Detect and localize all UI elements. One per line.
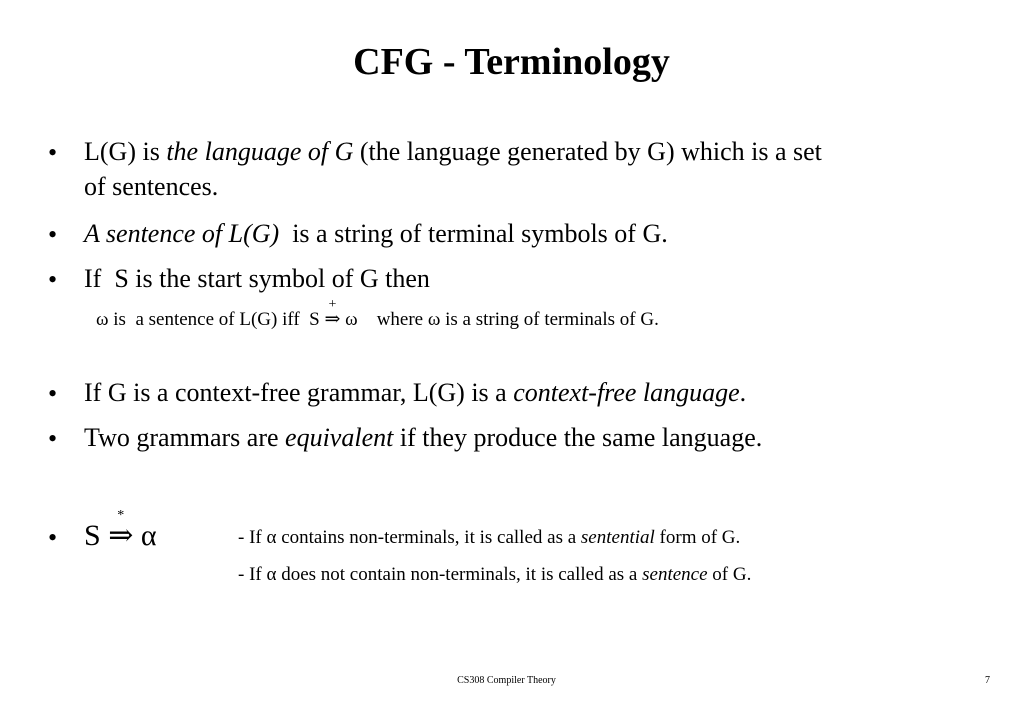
bullet-3-text: If S is the start symbol of G then (84, 264, 430, 293)
double-arrow-icon: ⇒ (324, 309, 341, 330)
bullet-marker: • (48, 523, 58, 552)
bullet-2-text (84, 219, 668, 249)
derivation-expression (84, 508, 157, 553)
text-span: is a string of terminal symbols of G. (279, 219, 668, 248)
double-arrow-icon: ⇒ (108, 519, 134, 552)
emphasis-text: the language of G (166, 137, 354, 166)
emphasis-text: equivalent (285, 423, 394, 452)
alpha-symbol: α (266, 527, 277, 548)
omega-symbol: ω (427, 309, 441, 330)
bullet-marker: • (48, 424, 58, 453)
text-span: does not contain non-terminals, it is called as a (276, 564, 643, 585)
omega-symbol: ω (340, 309, 358, 330)
text-span: - If (238, 564, 267, 585)
omega-symbol: ω (96, 309, 109, 330)
page-number: 7 (985, 675, 990, 686)
text-span: . (739, 378, 747, 407)
text-span: (the language generated by G) which is a set (353, 137, 822, 166)
emphasis-text: context-free language (513, 378, 740, 407)
emphasis-text: sentential (580, 527, 655, 548)
derives-plus-symbol (324, 297, 341, 331)
bullet-1-line-1 (84, 137, 822, 167)
start-symbol: S (84, 519, 109, 552)
bullet-3-subline (96, 297, 659, 331)
bullet-marker: • (48, 265, 58, 294)
text-span: where (357, 309, 428, 330)
text-span: Two grammars are (84, 423, 286, 452)
bullet-marker: • (48, 220, 58, 249)
text-span: is a sentence of L(G) iff S (108, 309, 325, 330)
text-span: form of G. (654, 527, 741, 548)
bullet-marker: • (48, 138, 58, 167)
plus-mark: + (328, 297, 337, 312)
text-span: If G is a context-free grammar, L(G) is a (84, 378, 514, 407)
sentential-form-definition (238, 527, 740, 549)
bullet-4-text (84, 378, 746, 408)
emphasis-text: sentence (642, 564, 708, 585)
text-span: contains non-terminals, it is called as a (276, 527, 581, 548)
slide-title: CFG - Terminology (353, 41, 670, 83)
footer-course: CS308 Compiler Theory (457, 675, 556, 686)
alpha-symbol: α (133, 519, 157, 552)
bullet-1-line-2: of sentences. (84, 172, 219, 201)
sentence-definition (238, 564, 751, 586)
bullet-marker: • (48, 379, 58, 408)
emphasis-text: A sentence of L(G) (84, 219, 280, 248)
text-span: L(G) is (84, 137, 167, 166)
text-span: is a string of terminals of G. (440, 309, 659, 330)
alpha-symbol: α (266, 564, 277, 585)
text-span: - If (238, 527, 267, 548)
star-mark: * (117, 508, 125, 523)
text-span: of G. (707, 564, 752, 585)
bullet-5-text (84, 423, 762, 453)
derives-star-symbol (108, 508, 134, 553)
text-span: if they produce the same language. (393, 423, 763, 452)
